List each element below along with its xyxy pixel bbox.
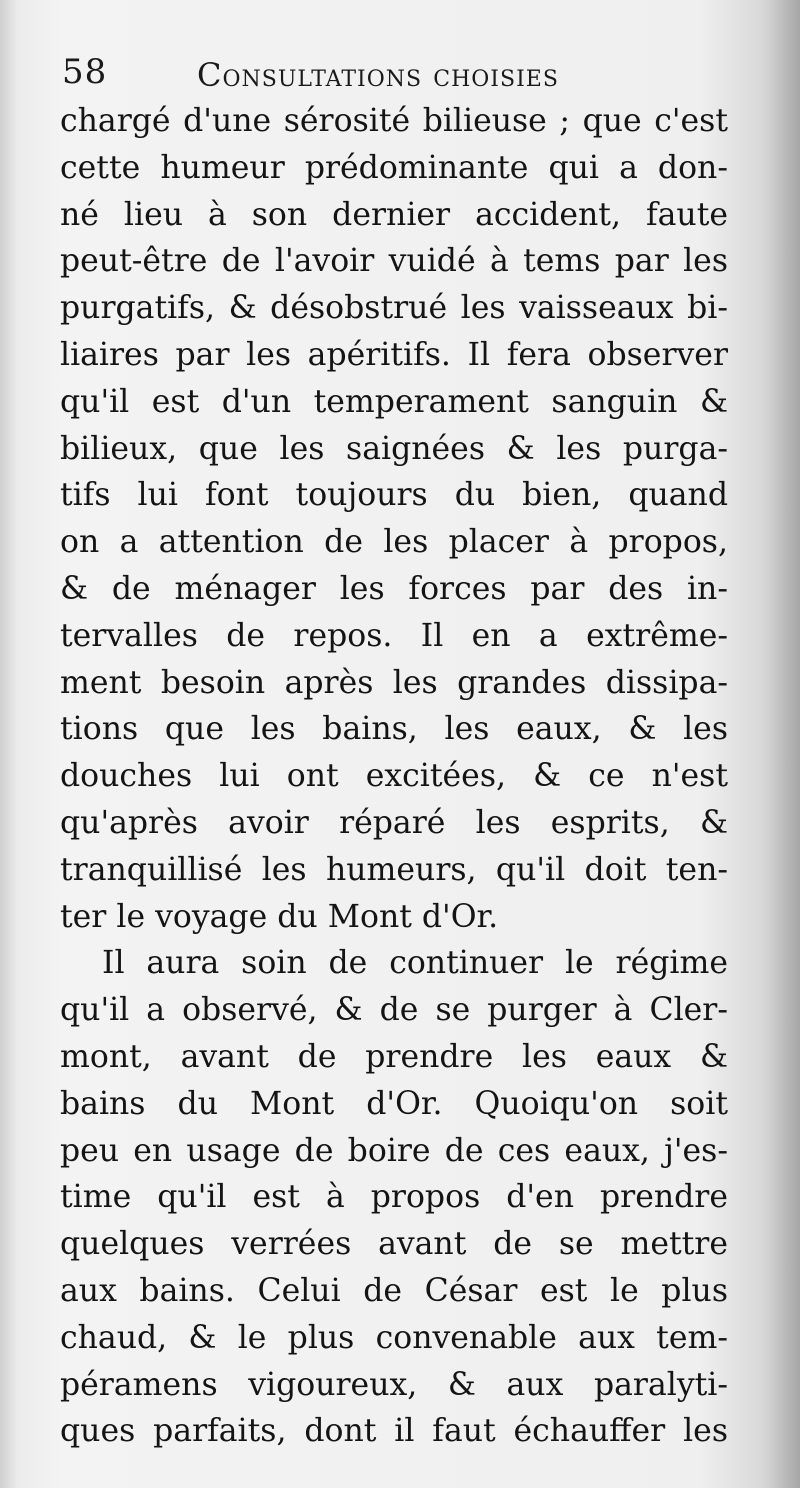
text-line: ques parfaits, dont il faut échauffer les: [60, 1413, 728, 1450]
text-line: né lieu à son dernier accident, faute: [60, 196, 728, 233]
text-line: tifs lui font toujours du bien, quand: [60, 477, 728, 514]
text-line: on a attention de les placer à propos,: [60, 524, 728, 561]
text-line: qu'il est d'un temperament sanguin &: [60, 383, 728, 420]
text-line: qu'il a observé, & de se purger à Cler-: [60, 992, 728, 1029]
text-line: douches lui ont excitées, & ce n'est: [60, 758, 728, 795]
text-line: qu'après avoir réparé les esprits, &: [60, 804, 728, 841]
text-line: mont, avant de prendre les eaux &: [60, 1038, 728, 1075]
text-line: Il aura soin de continuer le régime: [102, 945, 728, 982]
text-line: aux bains. Celui de César est le plus: [60, 1272, 728, 1309]
text-line: chaud, & le plus convenable aux tem-: [60, 1319, 728, 1356]
text-line: bilieux, que les saignées & les purga-: [60, 430, 728, 467]
text-line: cette humeur prédominante qui a don-: [60, 149, 728, 186]
text-line: peu en usage de boire de ces eaux, j'es-: [60, 1132, 728, 1169]
page-edge-shadow: [760, 0, 800, 1488]
text-line: tranquillisé les humeurs, qu'il doit ten-: [60, 851, 728, 888]
body-text: [60, 98, 728, 1455]
running-head: Consultations choisies: [197, 56, 559, 94]
text-line: liaires par les apéritifs. Il fera observer: [60, 336, 728, 373]
text-line: tions que les bains, les eaux, & les: [60, 711, 728, 748]
text-line: chargé d'une sérosité bilieuse ; que c'est: [60, 103, 728, 139]
text-line: peut-être de l'avoir vuidé à tems par les: [60, 243, 728, 280]
text-line: quelques verrées avant de se mettre: [60, 1226, 728, 1263]
text-line: purgatifs, & désobstrué les vaisseaux bi-: [60, 290, 728, 327]
text-line: ter le voyage du Mont d'Or.: [60, 898, 499, 935]
text-line: tervalles de repos. Il en a extrême-: [60, 617, 728, 654]
page-header: [62, 48, 762, 98]
text-line: bains du Mont d'Or. Quoiqu'on soit: [60, 1085, 728, 1122]
text-line: péramens vigoureux, & aux paralyti-: [60, 1366, 728, 1403]
page-number: 58: [62, 52, 108, 92]
text-line: ment besoin après les grandes dissipa-: [60, 664, 728, 701]
text-line: time qu'il est à propos d'en prendre: [60, 1179, 728, 1216]
text-line: & de ménager les forces par des in-: [60, 570, 728, 607]
